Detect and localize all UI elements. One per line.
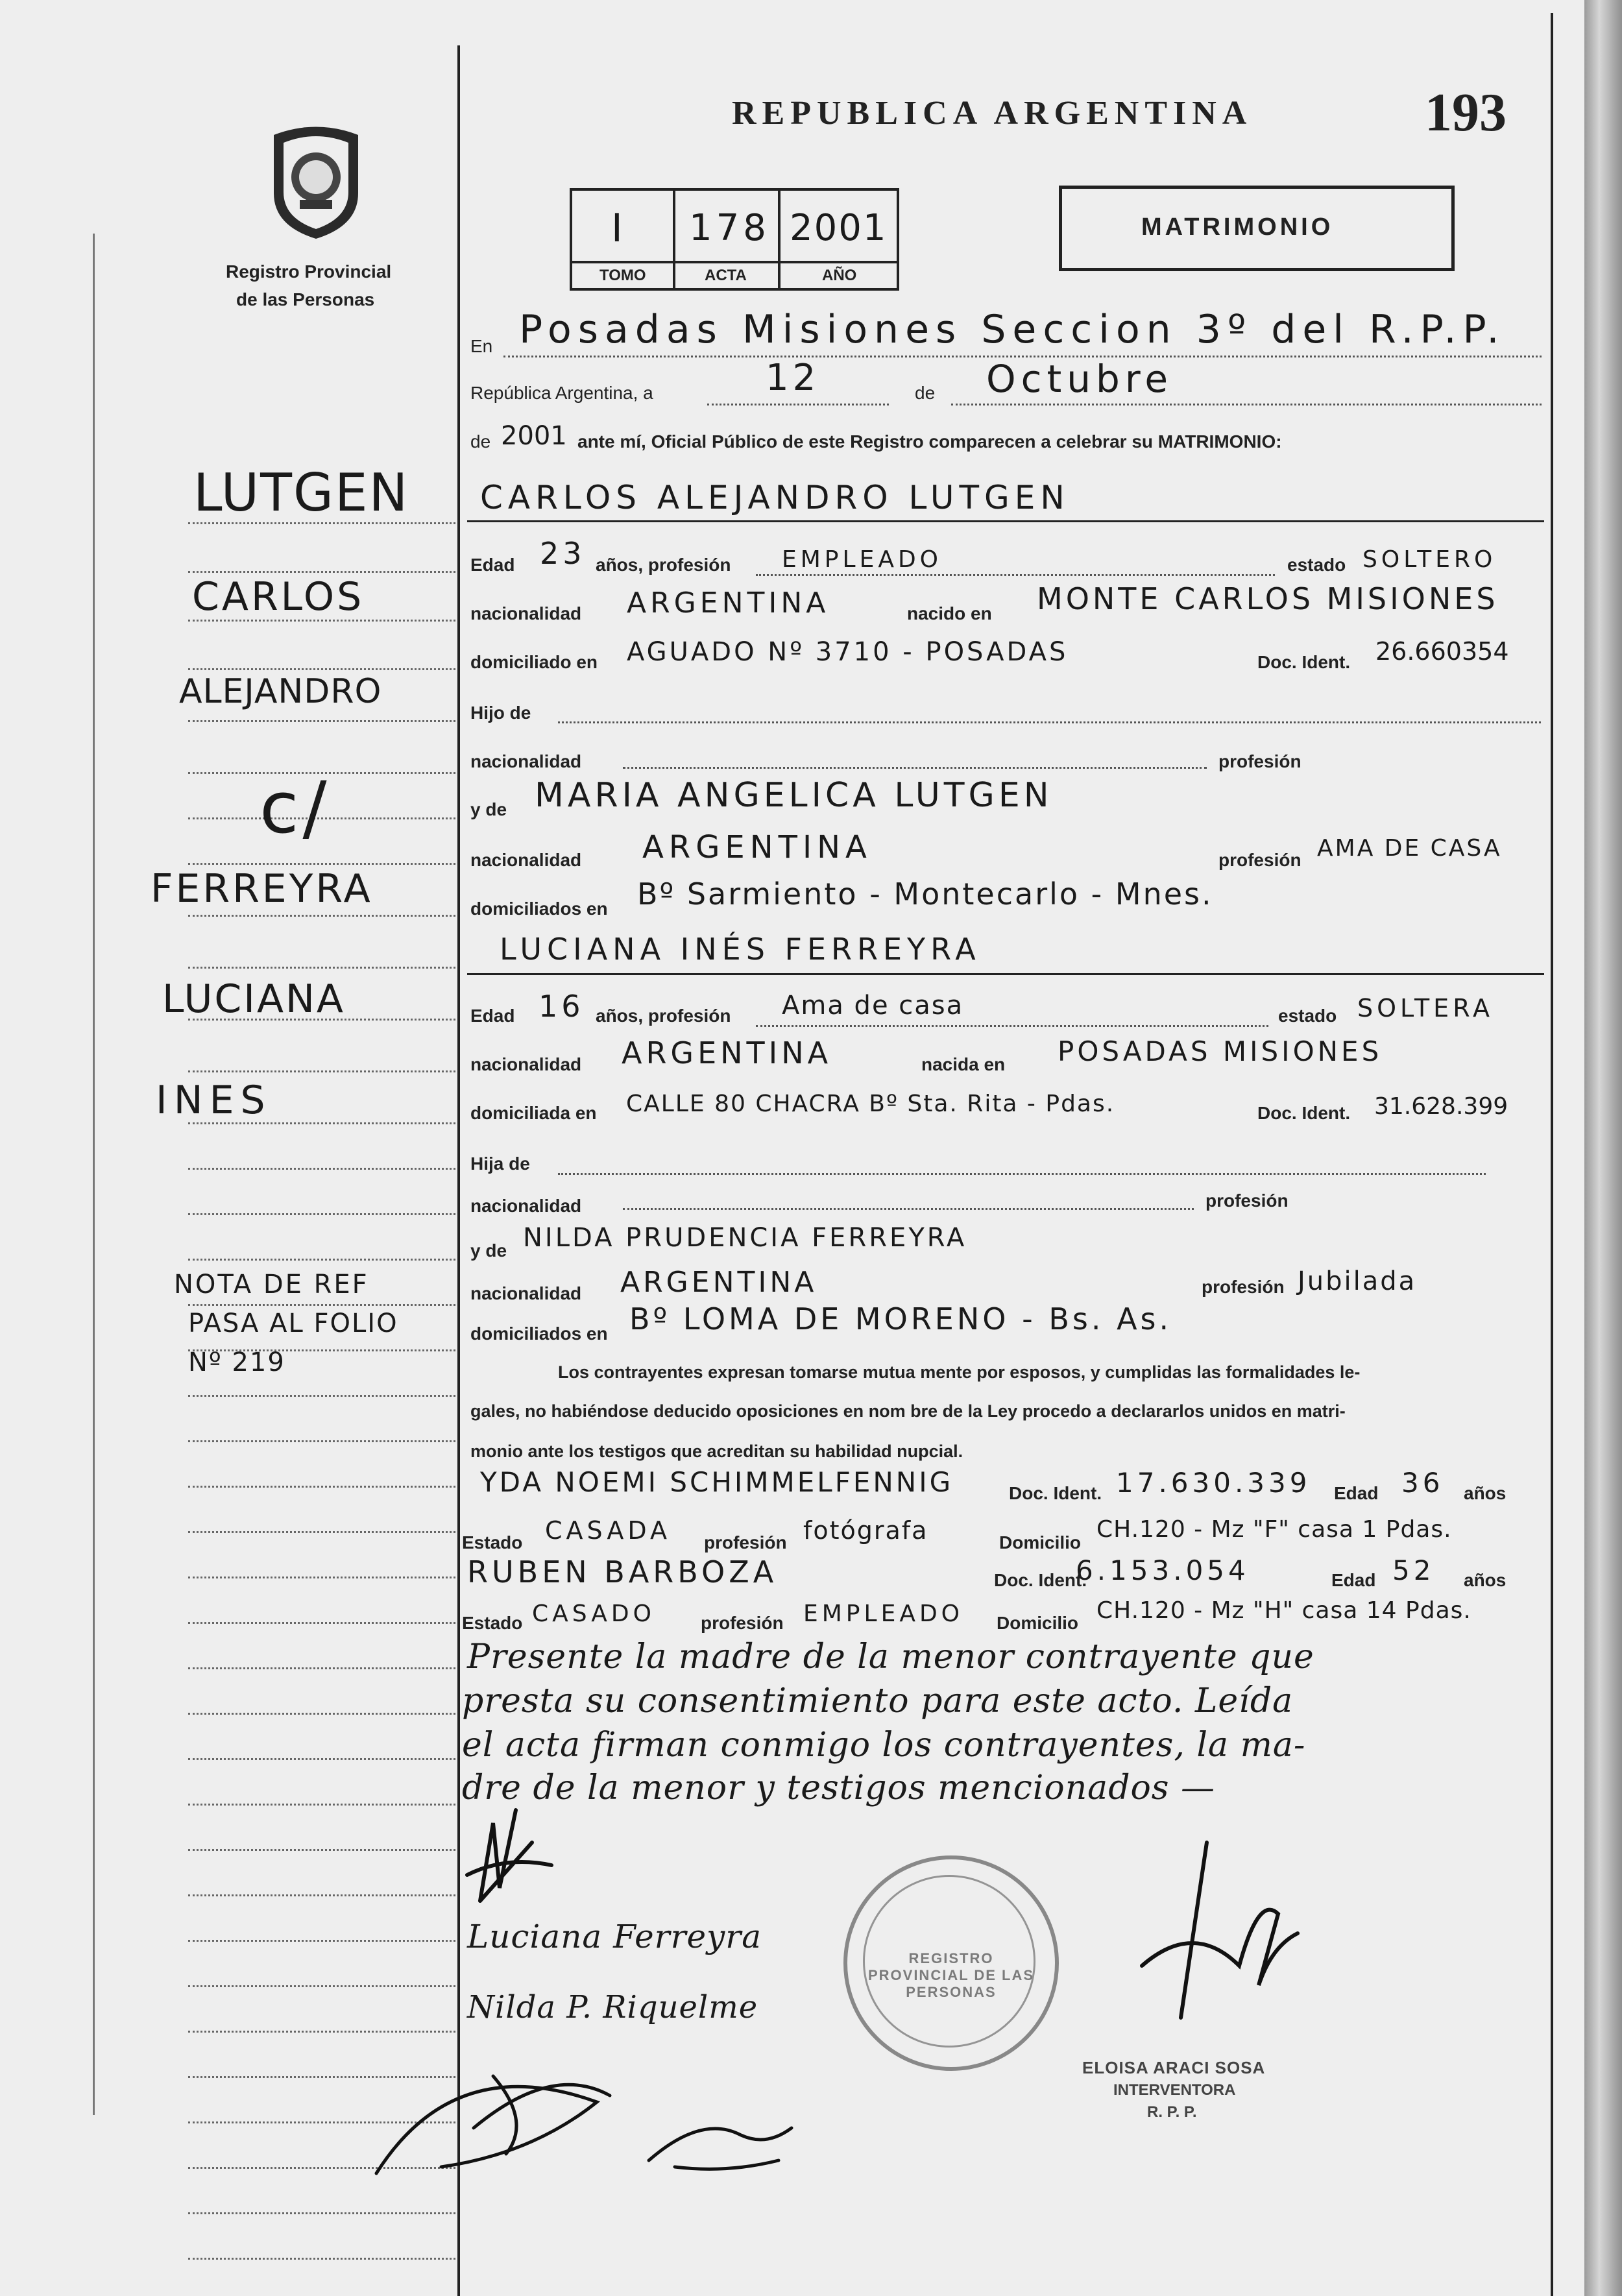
bride-address: CALLE 80 CHACRA Bº Sta. Rita - Pdas. xyxy=(626,1091,1115,1117)
official-name: ELOISA ARACI SOSA xyxy=(1082,2058,1266,2077)
witness2-doc: 6.153.054 xyxy=(1076,1554,1250,1586)
acta-value: 178 xyxy=(689,207,770,249)
witness1-age: 36 xyxy=(1401,1467,1444,1499)
note-line3: el acta firman conmigo los contrayentes, la ma- xyxy=(462,1726,1306,1765)
witness1-anos-label: años xyxy=(1464,1483,1507,1503)
groom-mother: MARIA ANGELICA LUTGEN xyxy=(535,776,1053,815)
official-title: INTERVENTORA xyxy=(1113,2081,1236,2099)
groom-name: CARLOS ALEJANDRO LUTGEN xyxy=(480,479,1070,516)
acta-label: ACTA xyxy=(705,267,747,284)
place-value: Posadas Misiones Seccion 3º del R.P.P. xyxy=(519,307,1506,352)
provincial-seal-logo xyxy=(261,122,371,242)
witness-signatures xyxy=(337,2037,830,2193)
bride-mother: NILDA PRUDENCIA FERREYRA xyxy=(523,1223,967,1253)
witness1-estado-label: Estado xyxy=(462,1532,523,1553)
bride-dom-label: domiciliada en xyxy=(470,1103,597,1123)
groom-mother-prof-label: profesión xyxy=(1218,850,1301,870)
book-edge xyxy=(1584,0,1622,2296)
groom-birthplace: MONTE CARLOS MISIONES xyxy=(1037,581,1499,616)
witness2-prof-label: profesión xyxy=(701,1613,784,1633)
groom-parents-address: Bº Sarmiento - Montecarlo - Mnes. xyxy=(637,876,1213,912)
day-value: 12 xyxy=(766,357,820,399)
groom-mother-profession: AMA DE CASA xyxy=(1317,835,1502,862)
bride-birthplace: POSADAS MISIONES xyxy=(1058,1035,1383,1067)
witness2-edad-label: Edad xyxy=(1331,1570,1376,1590)
ano-value: 2001 xyxy=(790,207,888,249)
witness1-edad-label: Edad xyxy=(1334,1483,1379,1503)
bride-signature: Luciana Ferreyra xyxy=(467,1918,762,1955)
witness1-civil-state: CASADA xyxy=(545,1516,671,1545)
witness1-profession: fotógrafa xyxy=(803,1516,928,1545)
margin-given2: ALEJANDRO xyxy=(179,672,382,711)
groom-civil-state: SOLTERO xyxy=(1362,546,1497,573)
groom-profession: EMPLEADO xyxy=(782,546,943,573)
witness2-anos-label: años xyxy=(1464,1570,1507,1590)
witness1-doc-label: Doc. Ident. xyxy=(1009,1483,1102,1503)
bride-name: LUCIANA INÉS FERREYRA xyxy=(500,932,981,967)
groom-address: AGUADO Nº 3710 - POSADAS xyxy=(627,637,1069,667)
witness2-name: RUBEN BARBOZA xyxy=(467,1554,778,1589)
country-title: REPUBLICA ARGENTINA xyxy=(732,95,1253,132)
margin-note2: PASA AL FOLIO xyxy=(188,1309,398,1338)
bride-doc: 31.628.399 xyxy=(1374,1093,1508,1120)
bride-mother-prof-label: profesión xyxy=(1202,1277,1285,1297)
margin-given1: CARLOS xyxy=(192,574,365,620)
act-number-box xyxy=(570,188,899,291)
groom-mother-nationality: ARGENTINA xyxy=(642,829,872,865)
declaration-line2: gales, no habiéndose deducido oposiciones en nom bre de la Ley procedo a declararlos unidos en matri- xyxy=(470,1401,1346,1421)
registry-name-line2: de las Personas xyxy=(236,289,375,309)
bride-mother-profession: Jubilada xyxy=(1298,1266,1417,1296)
en-label: En xyxy=(470,336,493,356)
witness1-dom-label: Domicilio xyxy=(999,1532,1082,1553)
groom-dom-label: domiciliado en xyxy=(470,652,598,672)
declaration-line3: monio ante los testigos que acreditan su habilidad nupcial. xyxy=(470,1442,963,1461)
margin-surname2: FERREYRA xyxy=(151,866,373,912)
margin-given4: INES xyxy=(156,1078,272,1123)
groom-age: 23 xyxy=(540,536,586,571)
bride-father-prof-label: profesión xyxy=(1205,1190,1289,1211)
bride-civil-state: SOLTERA xyxy=(1357,994,1494,1022)
groom-nacido-label: nacido en xyxy=(907,603,992,623)
bride-anos-label: años, profesión xyxy=(596,1006,731,1026)
bride-age-label: Edad xyxy=(470,1006,515,1026)
registry-name-line1: Registro Provincial xyxy=(226,261,392,282)
groom-doc-label: Doc. Ident. xyxy=(1257,652,1351,672)
groom-yde-label: y de xyxy=(470,799,507,819)
bride-nationality: ARGENTINA xyxy=(622,1035,832,1070)
groom-signature xyxy=(454,1804,571,1920)
margin-note1: NOTA DE REF xyxy=(174,1270,369,1299)
act-type-label: MATRIMONIO xyxy=(1141,213,1334,241)
groom-anos-label: años, profesión xyxy=(596,555,731,575)
official-stamp xyxy=(843,1855,1059,2071)
groom-hijo-label: Hijo de xyxy=(470,703,531,723)
tomo-label: TOMO xyxy=(599,267,646,284)
witness2-age: 52 xyxy=(1392,1554,1435,1586)
margin-conj: c/ xyxy=(260,766,331,849)
witness1-prof-label: profesión xyxy=(704,1532,787,1553)
bride-mother-nac-label: nacionalidad xyxy=(470,1283,582,1303)
bride-parents-address: Bº LOMA DE MORENO - Bs. As. xyxy=(629,1301,1172,1336)
bride-age: 16 xyxy=(539,989,585,1024)
bride-nac-label: nacionalidad xyxy=(470,1054,582,1074)
official-signature xyxy=(1103,1817,1311,2031)
bride-hija-label: Hija de xyxy=(470,1154,530,1174)
groom-nac-label: nacionalidad xyxy=(470,603,582,623)
witness2-address: CH.120 - Mz "H" casa 14 Pdas. xyxy=(1096,1597,1471,1624)
groom-parents-dom-label: domiciliados en xyxy=(470,899,608,919)
witness1-doc: 17.630.339 xyxy=(1116,1467,1311,1499)
witness2-civil-state: CASADO xyxy=(532,1601,655,1627)
margin-surname: LUTGEN xyxy=(193,463,409,523)
bride-profession: Ama de casa xyxy=(782,991,964,1021)
bride-parents-dom-label: domiciliados en xyxy=(470,1323,608,1344)
groom-father-nac-label: nacionalidad xyxy=(470,751,582,771)
witness2-profession: EMPLEADO xyxy=(803,1601,964,1627)
bride-estado-label: estado xyxy=(1278,1006,1337,1026)
year-value: 2001 xyxy=(501,421,567,451)
de-label: de xyxy=(915,383,936,403)
republica-label: República Argentina, a xyxy=(470,383,653,403)
year-prefix: de xyxy=(470,431,491,452)
intro-statement: ante mí, Oficial Público de este Registro comparecen a celebrar su MATRIMONIO: xyxy=(577,431,1282,452)
groom-father-prof-label: profesión xyxy=(1218,751,1301,771)
tomo-value: I xyxy=(611,206,627,251)
witness1-address: CH.120 - Mz "F" casa 1 Pdas. xyxy=(1096,1516,1452,1543)
form-left-rule xyxy=(457,45,460,2296)
month-value: Octubre xyxy=(986,357,1174,401)
bride-yde-label: y de xyxy=(470,1240,507,1261)
stamp-text: REGISTRO PROVINCIAL DE LAS PERSONAS xyxy=(867,1950,1035,2000)
bride-father-nac-label: nacionalidad xyxy=(470,1196,582,1216)
left-page-rule xyxy=(93,234,95,2115)
groom-doc: 26.660354 xyxy=(1375,637,1509,666)
margin-note3: Nº 219 xyxy=(188,1347,285,1377)
margin-given3: LUCIANA xyxy=(162,976,345,1022)
witness2-estado-label: Estado xyxy=(462,1613,523,1633)
groom-estado-label: estado xyxy=(1287,555,1346,575)
note-line4: dre de la menor y testigos mencionados — xyxy=(462,1769,1215,1807)
form-right-rule xyxy=(1551,13,1553,2296)
bride-doc-label: Doc. Ident. xyxy=(1257,1103,1351,1123)
act-type-box xyxy=(1059,186,1455,271)
witness2-doc-label: Doc. Ident. xyxy=(994,1570,1087,1590)
groom-mother-nac-label: nacionalidad xyxy=(470,850,582,870)
ano-label: AÑO xyxy=(822,267,857,284)
bride-mother-nationality: ARGENTINA xyxy=(620,1266,817,1299)
note-line1: Presente la madre de la menor contrayente que xyxy=(467,1637,1314,1676)
mother-signature: Nilda P. Riquelme xyxy=(467,1989,758,2025)
groom-nationality: ARGENTINA xyxy=(627,586,830,620)
witness2-dom-label: Domicilio xyxy=(997,1613,1079,1633)
groom-age-label: Edad xyxy=(470,555,515,575)
folio-number: 193 xyxy=(1425,82,1507,143)
bride-nacida-label: nacida en xyxy=(921,1054,1006,1074)
witness1-name: YDA NOEMI SCHIMMELFENNIG xyxy=(480,1466,954,1498)
official-org: R. P. P. xyxy=(1147,2103,1197,2121)
note-line2: presta su consentimiento para este acto. Leída xyxy=(462,1682,1294,1721)
declaration-line1: Los contrayentes expresan tomarse mutua mente por esposos, y cumplidas las formalidades le- xyxy=(558,1362,1361,1382)
